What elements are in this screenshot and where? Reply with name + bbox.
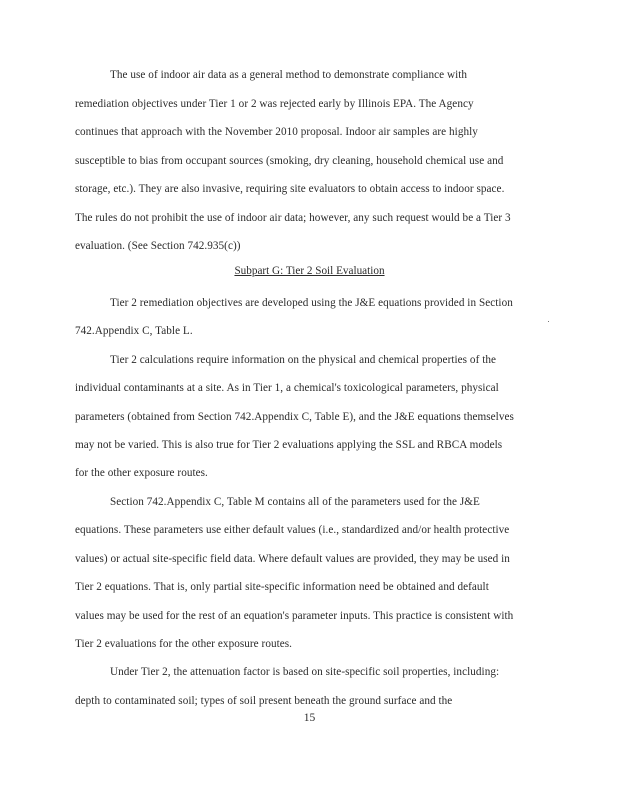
text-line: storage, etc.). They are also invasive, requiring site evaluators to obtain access to indoor space.	[75, 183, 505, 195]
text-line: individual contaminants at a site. As in Tier 1, a chemical's toxicological parameters, physical	[75, 382, 499, 394]
text-line: remediation objectives under Tier 1 or 2 was rejected early by Illinois EPA. The Agency	[75, 98, 474, 110]
text-line: Tier 2 equations. That is, only partial site-specific information need be obtained and default	[75, 581, 489, 593]
text-line: Tier 2 calculations require information on the physical and chemical properties of the	[110, 354, 497, 366]
text-line: parameters (obtained from Section 742.Appendix C, Table E), and the J&E equations themselves	[75, 411, 514, 423]
text-line: may not be varied. This is also true for Tier 2 evaluations applying the SSL and RBCA models	[75, 439, 503, 451]
text-line: equations. These parameters use either default values (i.e., standardized and/or health protective	[75, 524, 510, 536]
text-line: Section 742.Appendix C, Table M contains all of the parameters used for the J&E	[110, 496, 480, 508]
section-heading: Subpart G: Tier 2 Soil Evaluation	[234, 265, 385, 277]
text-line: 742.Appendix C, Table L.	[75, 325, 193, 337]
text-line: Tier 2 evaluations for the other exposure routes.	[75, 638, 293, 650]
text-line: depth to contaminated soil; types of soil present beneath the ground surface and the	[75, 695, 453, 707]
page-number: 15	[303, 712, 316, 724]
text-line: continues that approach with the November 2010 proposal. Indoor air samples are highly	[75, 126, 478, 138]
text-line: The use of indoor air data as a general method to demonstrate compliance with	[110, 69, 468, 81]
text-line: susceptible to bias from occupant sources (smoking, dry cleaning, household chemical use and	[75, 155, 504, 167]
text-line: values may be used for the rest of an equation's parameter inputs. This practice is consistent with	[75, 610, 514, 622]
text-line: evaluation. (See Section 742.935(c))	[75, 240, 241, 252]
text-line: Under Tier 2, the attenuation factor is based on site-specific soil properties, including:	[110, 666, 500, 678]
text-line: for the other exposure routes.	[75, 467, 208, 479]
scan-speck	[548, 321, 549, 322]
text-line: values) or actual site-specific field data. Where default values are provided, they may be used in	[75, 553, 510, 565]
text-line: The rules do not prohibit the use of indoor air data; however, any such request would be a Tier 3	[75, 212, 511, 224]
text-line: Tier 2 remediation objectives are developed using the J&E equations provided in Section	[110, 297, 513, 309]
